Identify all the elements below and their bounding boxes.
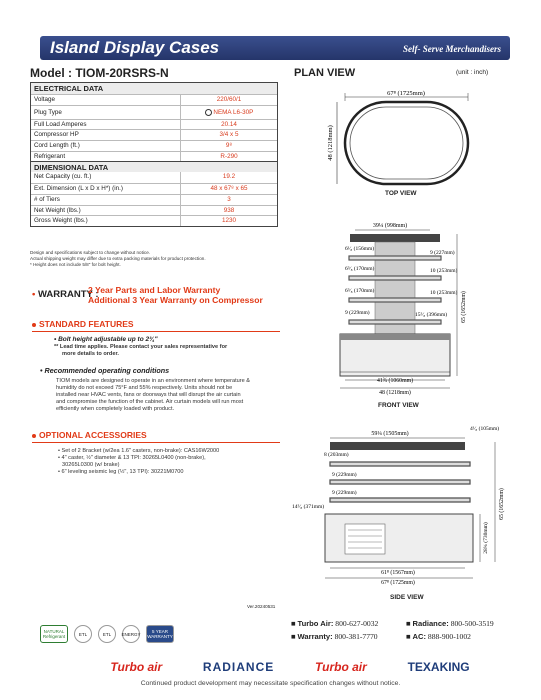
spec-row: # of Tiers 3 [31, 194, 277, 205]
standard-item: more details to order. [62, 351, 119, 357]
side-view-drawing [290, 426, 530, 591]
spec-row: Refrigerant R-290 [31, 151, 277, 162]
svg-text:59¼ (1505mm): 59¼ (1505mm) [371, 431, 409, 437]
front-view-drawing [305, 212, 530, 400]
brand-row [90, 660, 490, 674]
turbo-air-logo: Turbo air [110, 660, 163, 674]
svg-text:61⁸ (1567mm): 61⁸ (1567mm) [381, 570, 415, 576]
svg-text:6⁵⁄₈ (170mm): 6⁵⁄₈ (170mm) [345, 266, 375, 272]
electrical-head: ELECTRICAL DATA [31, 83, 277, 94]
svg-text:48 (1218mm): 48 (1218mm) [379, 390, 411, 396]
spec-row: Full Load Amperes 20.14 [31, 119, 277, 130]
radiance-logo: RADIANCE [202, 660, 275, 674]
svg-text:41¾ (1060mm): 41¾ (1060mm) [376, 378, 414, 384]
side-view-caption: SIDE VIEW [390, 594, 424, 601]
plug-icon [205, 109, 212, 116]
bullet-icon [32, 323, 36, 327]
top-width-dim: 67⁸ (1725mm) [387, 90, 425, 97]
svg-text:14⁵⁄₈ (371mm): 14⁵⁄₈ (371mm) [292, 504, 325, 510]
svg-text:9 (227mm): 9 (227mm) [430, 250, 455, 256]
footer-note: Continued product development may necessitate specification changes without notice. [140, 680, 401, 687]
etl-badge: ETL [74, 625, 92, 643]
standard-item: ** Lead time applies. Please contact your sales representative for [54, 344, 228, 350]
warranty-label: • WARRANTY : [32, 289, 99, 300]
svg-text:6¹⁄₈ (156mm): 6¹⁄₈ (156mm) [345, 246, 375, 252]
texaking-logo: TEXAKING [407, 660, 470, 674]
svg-text:9 (229mm): 9 (229mm) [332, 490, 357, 496]
top-view-drawing [310, 88, 510, 198]
svg-text:9 (229mm): 9 (229mm) [332, 472, 357, 478]
page-subtitle: Self- Serve Merchandisers [403, 44, 501, 54]
dimensional-head: DIMENSIONAL DATA [31, 161, 277, 172]
optional-title: OPTIONAL ACCESSORIES [39, 430, 147, 440]
spec-notes: Design and specifications subject to change without notice. Actual shipping weight may differ due to extra packing materials for product protection. * Height does not include 5/8" for bolt height. [30, 250, 206, 267]
recommended-conditions: • Recommended operating conditions TIOM models are designed to operate in an environment where temperature & humidity do not exceed 75°F and 55% respectively. Units should not be installed near HVAC vents, fans or doorways that will disrupt the air curtain and compromise the function of the cabinet. Air curtain models will run most efficiently when completely loaded with product. [40, 367, 290, 413]
warranty-badge: 5 YEAR WARRANTY [146, 625, 174, 643]
svg-text:65 (1652mm): 65 (1652mm) [461, 291, 467, 323]
standard-item: • Bolt height adjustable up to 2¾" [54, 336, 158, 343]
front-view-caption: FRONT VIEW [378, 402, 419, 409]
turbo-air-logo-2: Turbo air [315, 660, 367, 674]
spec-row: Cord Length (ft.) 9⁸ [31, 140, 277, 151]
plan-view-title: PLAN VIEW [294, 67, 356, 79]
unit-label: (unit : inch) [456, 69, 489, 76]
spec-row: Ext. Dimension (L x D x H*) (in.) 48 x 67⁸ x 65 [31, 183, 277, 194]
warranty-text: 2 Year Parts and Labor Warranty Additional 3 Year Warranty on Compressor [88, 285, 263, 305]
cert-badges [40, 625, 174, 643]
spec-row: Voltage 220/60/1 [31, 94, 277, 105]
svg-text:10 (253mm): 10 (253mm) [430, 268, 458, 274]
standard-features [32, 319, 280, 358]
standard-title: STANDARD FEATURES [39, 319, 134, 329]
model-title: Model : TIOM-20RSRS-N [30, 66, 169, 80]
energy-badge: ENERGY [122, 625, 140, 643]
svg-text:8 (203mm): 8 (203mm) [324, 452, 349, 458]
svg-text:65 (1652mm): 65 (1652mm) [499, 488, 505, 520]
contact-block: ■ Turbo Air: 800-627-0032 ■ Radiance: 800-500-3519 ■ Warranty: 800-381-7770 ■ AC: 888-900-1002 [291, 619, 494, 641]
svg-text:9 (229mm): 9 (229mm) [345, 310, 370, 316]
svg-text:67⁸ (1725mm): 67⁸ (1725mm) [381, 580, 415, 586]
svg-text:10 (253mm): 10 (253mm) [430, 290, 458, 296]
spec-table [30, 82, 278, 227]
top-view-caption: TOP VIEW [385, 190, 417, 197]
top-height-dim: 48 (1218mm) [327, 125, 334, 161]
page-title: Island Display Cases [50, 38, 220, 57]
etl-sanitation-badge: ETL [98, 625, 116, 643]
version-label: Ver.20240531 [247, 604, 276, 609]
spec-row: Net Capacity (cu. ft.) 19.2 [31, 172, 277, 183]
spec-row: Net Weight (lbs.) 938 [31, 205, 277, 216]
bullet-icon [32, 434, 36, 438]
svg-text:6⁵⁄₈ (170mm): 6⁵⁄₈ (170mm) [345, 288, 375, 294]
optional-accessories: OPTIONAL ACCESSORIES • Set of 2 Bracket (w/2ea 1.6" casters, non-brake): CAS16W2000 • 4" caster, ½" diameter & 13 TPI: 30265L0400 (non-brake), 30265L0300 (w/ brake) • 6" leveling seismic leg (½", 13 TPI): 30221M0700 [32, 430, 280, 476]
recommended-title: • Recommended operating conditions [40, 366, 170, 375]
svg-text:4¹⁄₈ (105mm): 4¹⁄₈ (105mm) [470, 426, 500, 432]
spec-row: Gross Weight (lbs.) 1230 [31, 215, 277, 226]
svg-text:15⁵⁄₈ (396mm): 15⁵⁄₈ (396mm) [415, 312, 448, 318]
spec-row: Compressor HP 3/4 x 5 [31, 129, 277, 140]
spec-row: Plug Type NEMA L6-30P [31, 105, 277, 119]
svg-text:28¾ (730mm): 28¾ (730mm) [483, 522, 489, 554]
natural-refrigerant-badge: NATURAL Refrigerant [40, 625, 68, 643]
svg-text:39¼ (998mm): 39¼ (998mm) [372, 223, 408, 229]
